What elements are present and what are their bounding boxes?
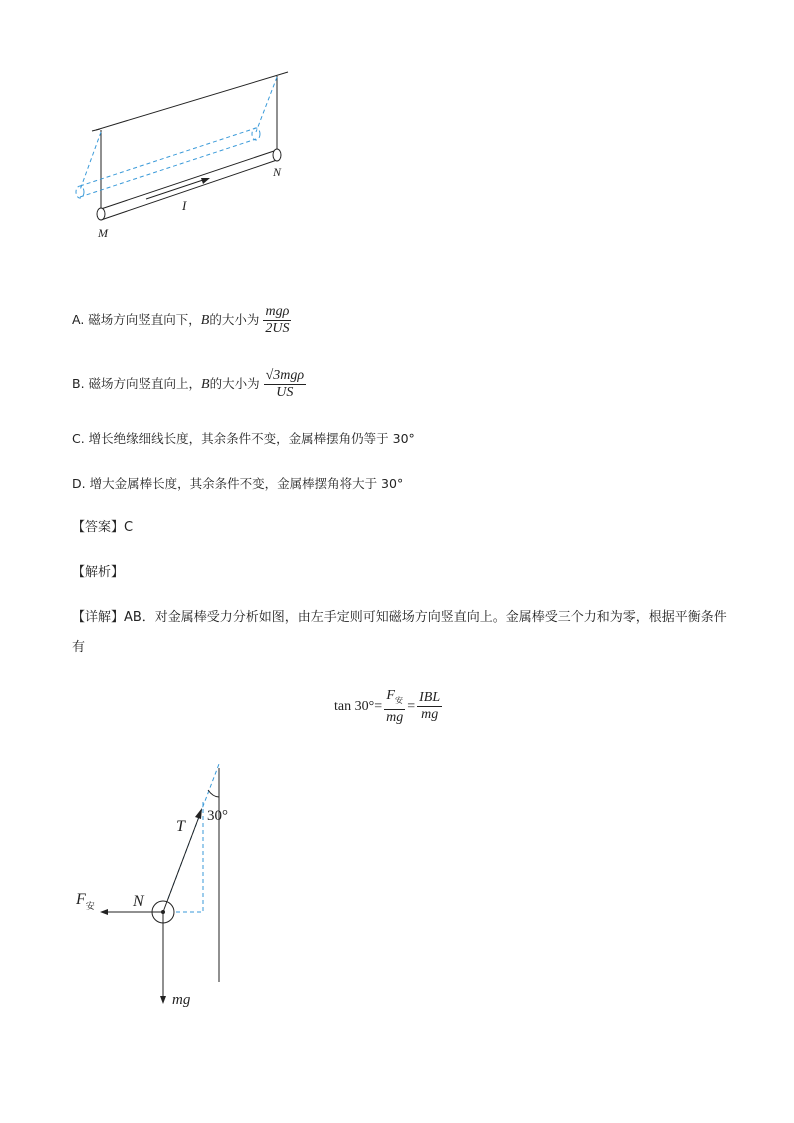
option-a-var: B — [200, 313, 210, 328]
current-arrow — [146, 179, 206, 199]
label-T: T — [176, 818, 185, 835]
option-b-prefix: B. 磁场方向竖直向上， — [72, 376, 202, 391]
rod-end-n — [273, 149, 281, 161]
gravity-arrowhead — [160, 996, 166, 1004]
option-d: D. 增大金属棒长度，其余条件不变，金属棒摆角将大于 30° — [72, 476, 404, 491]
detail-paragraph: 【详解】AB．对金属棒受力分析如图，由左手定则可知磁场方向竖直向上。金属棒受三个力和为零，根据平衡条件有 — [72, 610, 727, 655]
equation-frac2-numerator: IBL — [419, 690, 441, 706]
option-b-denominator: US — [276, 385, 294, 400]
answer-line — [72, 520, 133, 536]
option-a-numerator: mgρ — [263, 304, 291, 321]
answer-value: C — [124, 520, 134, 535]
equation — [334, 688, 444, 726]
label-I: I — [182, 198, 187, 213]
option-c: C. 增长绝缘细线长度，其余条件不变，金属棒摆角仍等于 30° — [72, 431, 415, 446]
support-left-tick — [92, 129, 100, 131]
rod-setup-figure — [60, 60, 320, 250]
equation-fraction-1 — [384, 688, 405, 726]
equation-frac2-denominator: mg — [421, 707, 439, 723]
equation-f-subscript: 安 — [394, 695, 403, 705]
label-N: N — [273, 165, 282, 179]
label-F — [75, 891, 95, 912]
rod-top-edge — [101, 150, 277, 209]
equation-f-symbol: F — [386, 688, 395, 703]
option-a-fraction — [263, 304, 291, 337]
equation-lhs: tan 30°= — [334, 698, 383, 714]
option-a-mid: 的大小为 — [209, 312, 260, 327]
label-angle: 30° — [207, 808, 228, 824]
label-mg: mg — [172, 992, 191, 1008]
option-b-numerator: √3mgρ — [265, 368, 305, 383]
equation-frac1-numerator — [384, 688, 405, 710]
label-N: N — [133, 893, 144, 910]
option-a-prefix: A. 磁场方向竖直向下， — [72, 312, 201, 327]
option-a — [72, 304, 291, 337]
equation-frac1-denominator: mg — [386, 709, 404, 725]
option-b-mid: 的大小为 — [209, 376, 260, 391]
tension-arrowhead — [195, 808, 202, 819]
label-F-sub: 安 — [85, 902, 95, 912]
force-diagram — [60, 755, 260, 1015]
answer-label: 【答案】 — [72, 520, 125, 535]
option-b-var: B — [201, 377, 210, 392]
label-M: M — [98, 226, 108, 240]
angle-arc — [208, 790, 219, 797]
rod-bottom-edge — [101, 160, 277, 220]
swung-position-dashed — [76, 77, 277, 198]
option-b-fraction — [264, 368, 307, 401]
analysis-label: 【解析】 — [72, 565, 125, 580]
equation-fraction-2 — [417, 690, 442, 723]
label-F-main: F — [76, 891, 86, 908]
top-support-bar — [96, 72, 288, 130]
rod-end-m — [97, 208, 105, 220]
equation-equals: = — [407, 698, 416, 714]
option-a-denominator: 2US — [265, 321, 290, 336]
option-b — [72, 368, 306, 401]
ampere-force-arrowhead — [100, 909, 108, 915]
